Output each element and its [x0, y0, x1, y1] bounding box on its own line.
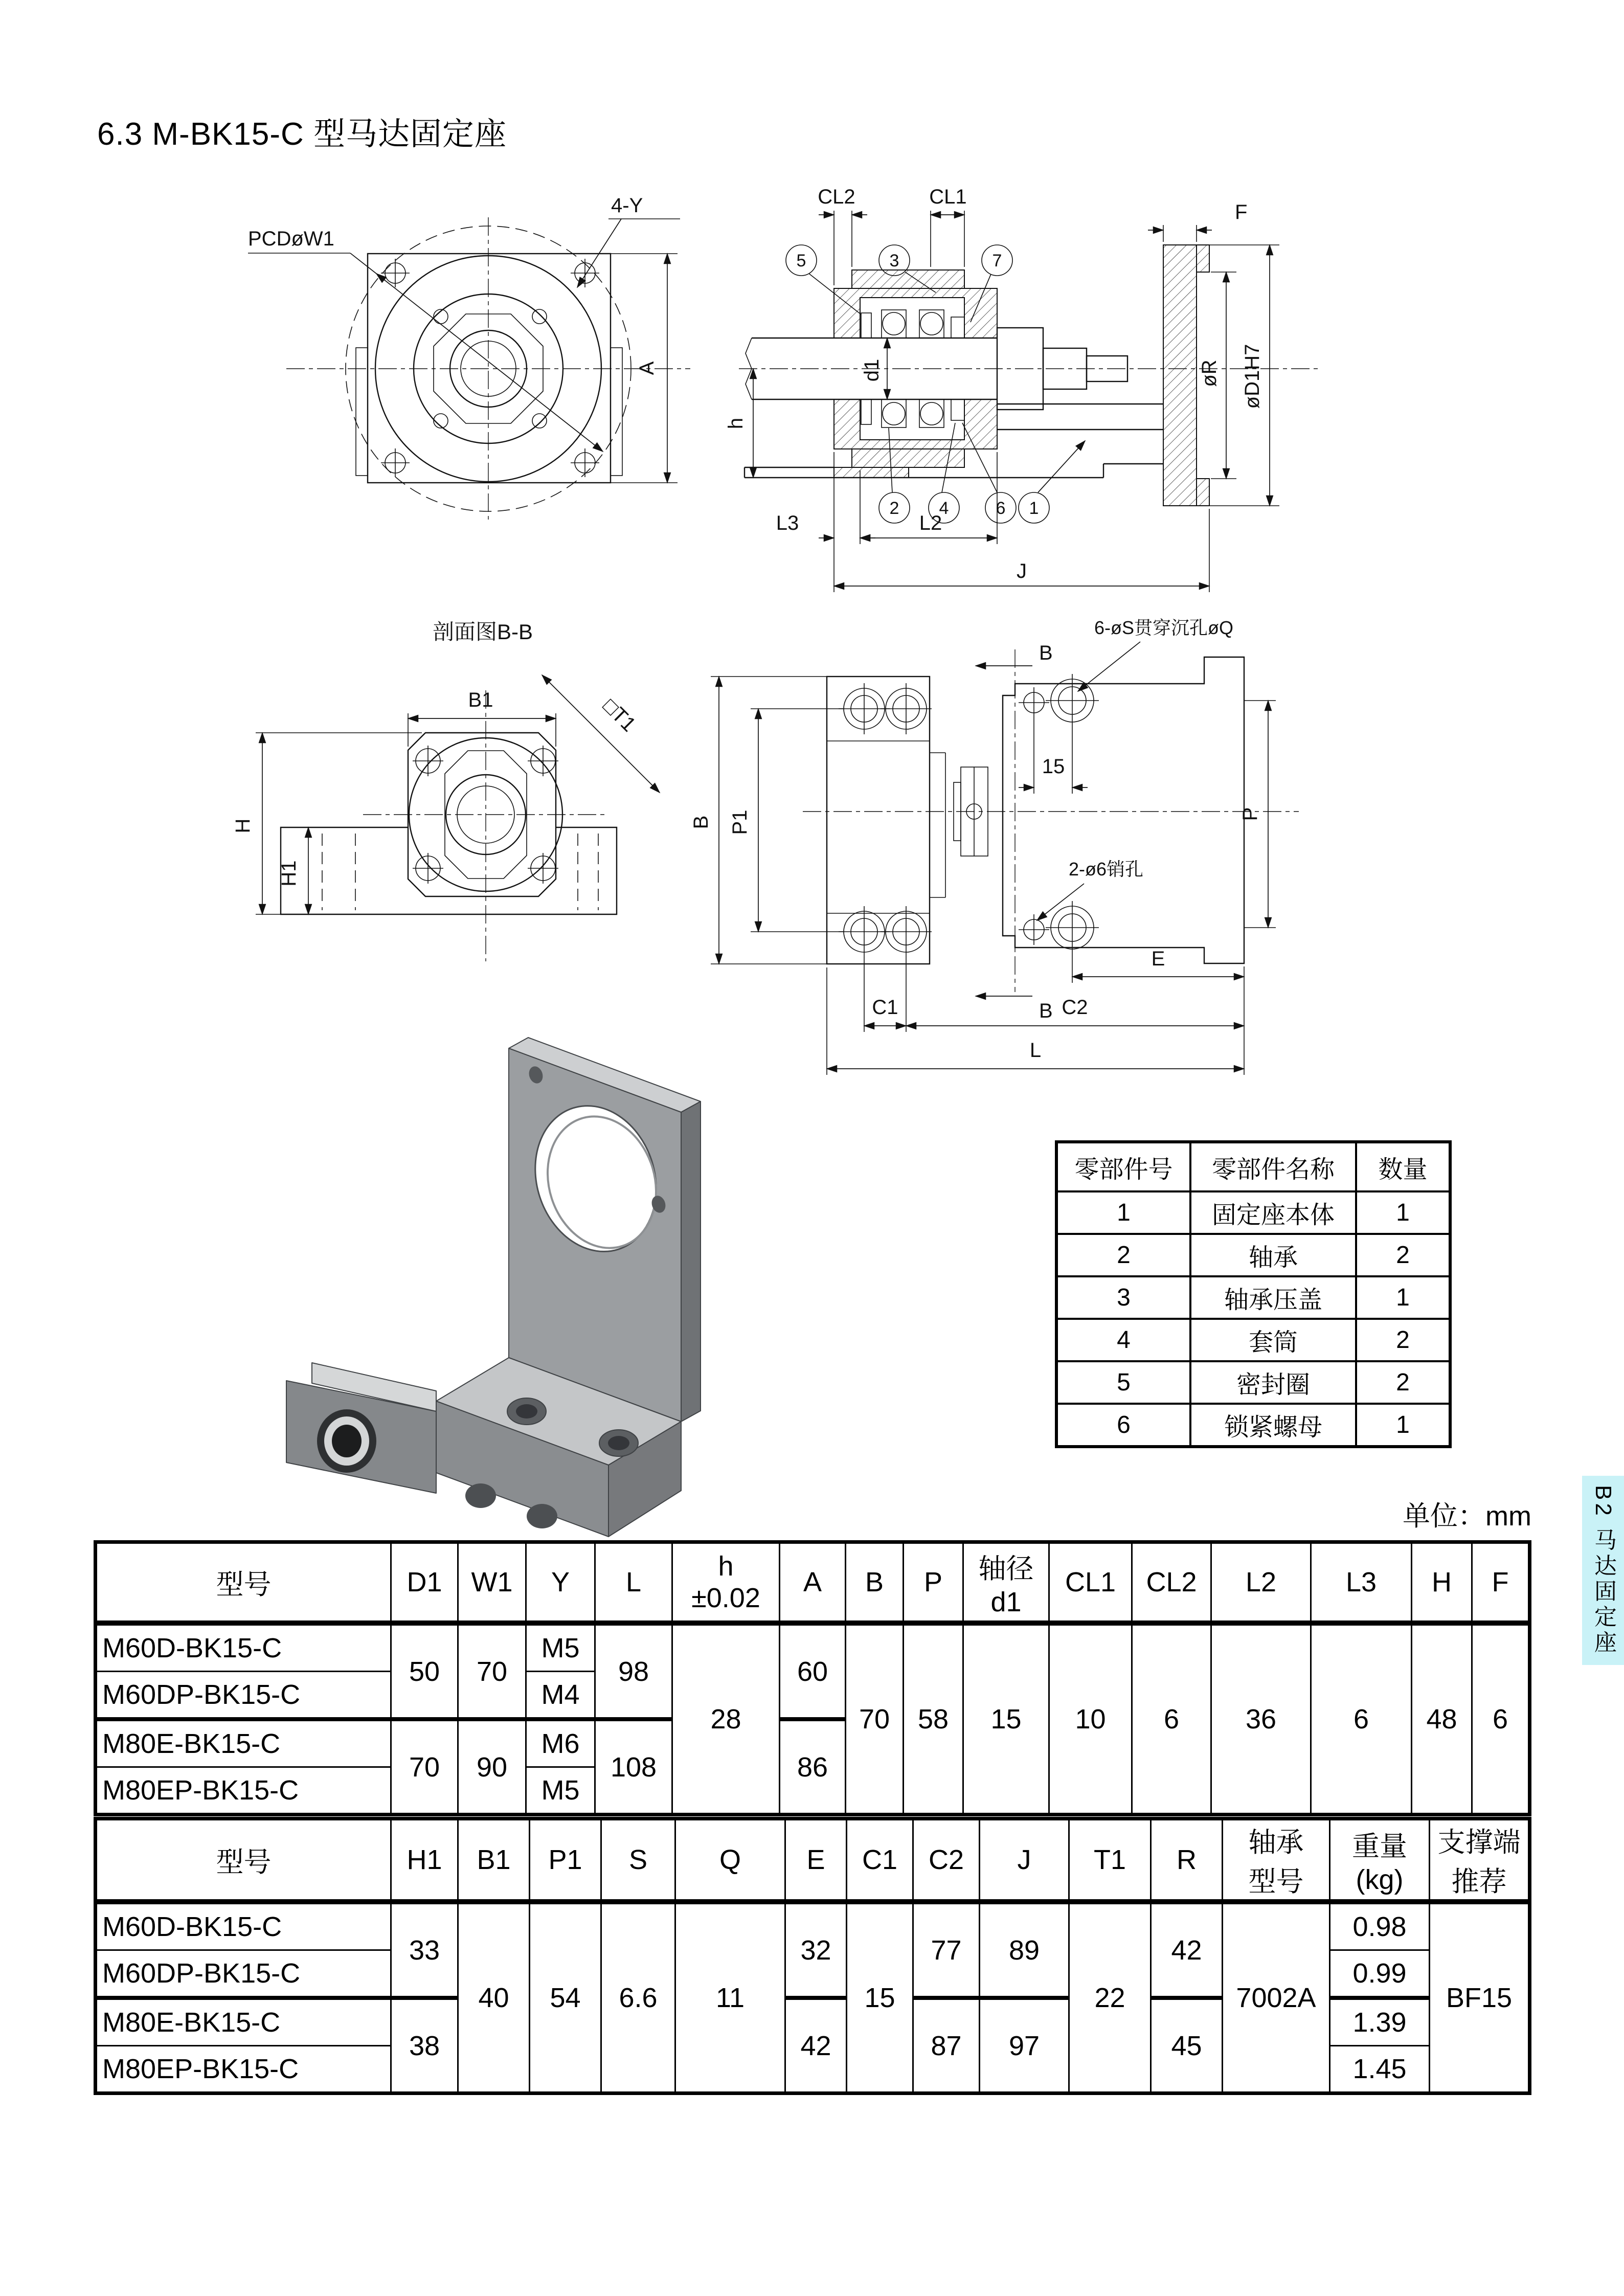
part-qty: 2: [1356, 1234, 1450, 1276]
model-cell: M60D-BK15-C: [96, 1623, 391, 1672]
parts-header-qty: 数量: [1356, 1142, 1450, 1191]
dim-label-cl1: CL1: [929, 186, 967, 208]
svg-text:1: 1: [1029, 499, 1039, 518]
dim-label-cl2: CL2: [818, 186, 855, 208]
base-counterbore-1-inner: [516, 1404, 537, 1419]
parts-header-name: 零部件名称: [1190, 1142, 1356, 1191]
h-cell: 48: [1412, 1623, 1472, 1815]
cl1-cell: 10: [1049, 1623, 1132, 1815]
housing-section: [834, 270, 997, 478]
dim-label-c2: C2: [1062, 996, 1088, 1019]
col-l3: L3: [1311, 1542, 1412, 1624]
support-cell: BF15: [1430, 1902, 1530, 2094]
part-qty: 2: [1356, 1361, 1450, 1404]
s-cell: 6.6: [601, 1902, 675, 2094]
bb-title: 剖面图B-B: [432, 620, 533, 644]
part-no: 1: [1056, 1191, 1190, 1234]
base-counterbore-2-inner: [608, 1436, 629, 1450]
b-cell: 70: [846, 1623, 904, 1815]
spec-table-2: [94, 1817, 1531, 2095]
flange-outline: [368, 254, 611, 483]
base-front-hole-1: [465, 1483, 496, 1508]
part-name: 套筒: [1190, 1319, 1356, 1361]
col-w1: W1: [458, 1542, 526, 1624]
holes-label-4y: 4-Y: [611, 194, 643, 217]
part-no: 3: [1056, 1276, 1190, 1319]
bearing-cap: [930, 753, 988, 897]
section-label-bottom: B: [1039, 1000, 1053, 1022]
col-t1: T1: [1069, 1819, 1151, 1902]
col-shaft-d1: 轴径 d1: [963, 1542, 1049, 1624]
svg-text:3: 3: [889, 251, 899, 271]
part-qty: 1: [1356, 1191, 1450, 1234]
model-cell: M80E-BK15-C: [96, 1719, 391, 1767]
weight-cell: 0.98: [1330, 1902, 1430, 1950]
p-cell: 58: [904, 1623, 963, 1815]
dim-label-r: øR: [1198, 359, 1221, 387]
page-title: 6.3 M-BK15-C 型马达固定座: [97, 117, 507, 152]
r-cell: 45: [1151, 1998, 1223, 2094]
col-c1: C1: [847, 1819, 913, 1902]
spec-table-1: [94, 1540, 1531, 1816]
side-tab-label: B2 马达固定座: [1591, 1484, 1616, 1656]
l3-cell: 6: [1311, 1623, 1412, 1815]
weight-cell: 1.39: [1330, 1998, 1430, 2046]
col-model: 型号: [96, 1542, 391, 1624]
col-cl1: CL1: [1049, 1542, 1132, 1624]
dim-label-j: J: [1017, 560, 1027, 582]
body-and-flange: [745, 245, 1209, 506]
dim-label-h1: H1: [278, 860, 300, 887]
part-qty: 1: [1356, 1276, 1450, 1319]
parts-row: [1056, 1361, 1450, 1404]
model-cell: M80EP-BK15-C: [96, 1767, 391, 1815]
model-cell: M60DP-BK15-C: [96, 1672, 391, 1720]
dim-label-f: F: [1235, 201, 1248, 223]
model-cell: M60DP-BK15-C: [96, 1950, 391, 1998]
bearing-cell: 7002A: [1223, 1902, 1330, 2094]
d1-cell: 70: [391, 1719, 458, 1815]
svg-text:7: 7: [992, 251, 1002, 271]
col-l2: L2: [1211, 1542, 1311, 1624]
a-cell: 60: [780, 1623, 846, 1719]
j-cell: 97: [980, 1998, 1069, 2094]
right-body: [1003, 657, 1244, 963]
dim-label-l: L: [1029, 1039, 1042, 1062]
weight-cell: 0.99: [1330, 1950, 1430, 1998]
plate-side-face: [681, 1101, 701, 1422]
parts-header-no: 零部件号: [1056, 1142, 1190, 1191]
svg-text:4: 4: [939, 499, 949, 518]
base-front-hole-2: [527, 1504, 557, 1528]
d1-cell: 50: [391, 1623, 458, 1719]
iso-render: [215, 1002, 757, 1544]
dim-label-p1: P1: [729, 809, 751, 835]
col-e: E: [785, 1819, 847, 1902]
dim-label-c1: C1: [872, 996, 898, 1019]
q-cell: 11: [675, 1902, 785, 2094]
l2-cell: 36: [1211, 1623, 1311, 1815]
spec2-header-row: [96, 1819, 1530, 1902]
y-cell: M5: [526, 1767, 595, 1815]
dim-label-e: E: [1151, 948, 1165, 970]
t1-cell: 22: [1069, 1902, 1151, 2094]
unit-note: 单位：mm: [1403, 1501, 1531, 1532]
svg-text:2: 2: [889, 499, 899, 518]
left-tab: [356, 348, 368, 476]
c2-cell: 87: [913, 1998, 980, 2094]
h1-cell: 33: [391, 1902, 458, 1998]
cl2-cell: 6: [1132, 1623, 1211, 1815]
spec1-row-1: [96, 1623, 1530, 1672]
col-bearing: 轴承 型号: [1223, 1819, 1330, 1902]
weight-cell: 1.45: [1330, 2046, 1430, 2094]
svg-text:6: 6: [996, 499, 1006, 518]
part-name: 锁紧螺母: [1190, 1404, 1356, 1447]
col-support: 支撑端 推荐: [1430, 1819, 1530, 1902]
right-tab: [611, 348, 622, 476]
c2-cell: 77: [913, 1902, 980, 1998]
col-model: 型号: [96, 1819, 391, 1902]
pcd-label: PCDøW1: [248, 228, 334, 250]
section-bb-drawing: [225, 598, 711, 997]
spec1-header-row: [96, 1542, 1530, 1624]
section-label-top: B: [1039, 642, 1053, 664]
h-tol-cell: 28: [672, 1623, 780, 1815]
pin-note: 2-ø6销孔: [1069, 859, 1144, 880]
front-view-drawing: [205, 164, 706, 522]
r-cell: 42: [1151, 1902, 1223, 1998]
y-cell: M6: [526, 1719, 595, 1767]
model-cell: M80E-BK15-C: [96, 1998, 391, 2046]
parts-row: [1056, 1191, 1450, 1234]
l-cell: 98: [595, 1623, 672, 1719]
col-c2: C2: [913, 1819, 980, 1902]
b1-cell: 40: [458, 1902, 530, 2094]
side-tab-b2: [1582, 1476, 1624, 1665]
dim-label-p: P: [1239, 807, 1261, 821]
col-q: Q: [675, 1819, 785, 1902]
parts-row: [1056, 1234, 1450, 1276]
spec2-row-1: [96, 1902, 1530, 1950]
col-a: A: [780, 1542, 846, 1624]
part-no: 2: [1056, 1234, 1190, 1276]
part-name: 轴承压盖: [1190, 1276, 1356, 1319]
y-cell: M4: [526, 1672, 595, 1720]
boss-bore-inner: [332, 1425, 362, 1457]
top-view-drawing: [690, 583, 1411, 1089]
dim-label-a: A: [636, 361, 658, 375]
shaft-d1-cell: 15: [963, 1623, 1049, 1815]
svg-text:5: 5: [796, 251, 806, 271]
col-j: J: [980, 1819, 1069, 1902]
c1-cell: 15: [847, 1902, 913, 2094]
part-name: 轴承: [1190, 1234, 1356, 1276]
part-no: 6: [1056, 1404, 1190, 1447]
dim-label-h: H: [232, 818, 254, 834]
dim-label-b: B: [690, 815, 712, 829]
f-cell: 6: [1472, 1623, 1530, 1815]
col-r: R: [1151, 1819, 1223, 1902]
dim-label-d1h7: øD1H7: [1241, 344, 1264, 409]
col-s: S: [601, 1819, 675, 1902]
side-wings: [281, 827, 617, 914]
dim-label-t1: □T1: [598, 694, 640, 736]
dim-label-15: 15: [1042, 755, 1065, 778]
col-d1: D1: [391, 1542, 458, 1624]
col-h1: H1: [391, 1819, 458, 1902]
col-b: B: [846, 1542, 904, 1624]
model-cell: M80EP-BK15-C: [96, 2046, 391, 2094]
part-no: 5: [1056, 1361, 1190, 1404]
model-cell: M60D-BK15-C: [96, 1902, 391, 1950]
counterbore-note: 6-øS贯穿沉孔øQ: [1094, 617, 1234, 638]
dim-label-b1: B1: [468, 689, 493, 711]
dim-label-l3: L3: [776, 512, 799, 534]
j-cell: 89: [980, 1902, 1069, 1998]
col-y: Y: [526, 1542, 595, 1624]
parts-row: [1056, 1276, 1450, 1319]
col-cl2: CL2: [1132, 1542, 1211, 1624]
w1-cell: 90: [458, 1719, 526, 1815]
shaft-section-drawing: [725, 153, 1416, 614]
e-cell: 32: [785, 1902, 847, 1998]
part-qty: 2: [1356, 1319, 1450, 1361]
w1-cell: 70: [458, 1623, 526, 1719]
dim-label-l2: L2: [919, 512, 942, 534]
col-l: L: [595, 1542, 672, 1624]
col-b1: B1: [458, 1819, 530, 1902]
dim-label-h: h: [725, 417, 747, 430]
parts-table: [1055, 1140, 1452, 1448]
parts-row: [1056, 1319, 1450, 1361]
col-h: H: [1412, 1542, 1472, 1624]
e-cell: 42: [785, 1998, 847, 2094]
h1-cell: 38: [391, 1998, 458, 2094]
y-cell: M5: [526, 1623, 595, 1672]
col-f: F: [1472, 1542, 1530, 1624]
part-qty: 1: [1356, 1404, 1450, 1447]
col-p1: P1: [530, 1819, 601, 1902]
part-name: 固定座本体: [1190, 1191, 1356, 1234]
col-p: P: [904, 1542, 963, 1624]
col-h-tol: h ±0.02: [672, 1542, 780, 1624]
dim-label-d1: d1: [861, 358, 883, 382]
l-cell: 108: [595, 1719, 672, 1815]
parts-row: [1056, 1404, 1450, 1447]
a-cell: 86: [780, 1719, 846, 1815]
part-no: 4: [1056, 1319, 1190, 1361]
col-weight: 重量 (kg): [1330, 1819, 1430, 1902]
part-name: 密封圈: [1190, 1361, 1356, 1404]
left-block: [827, 677, 932, 964]
p1-cell: 54: [530, 1902, 601, 2094]
